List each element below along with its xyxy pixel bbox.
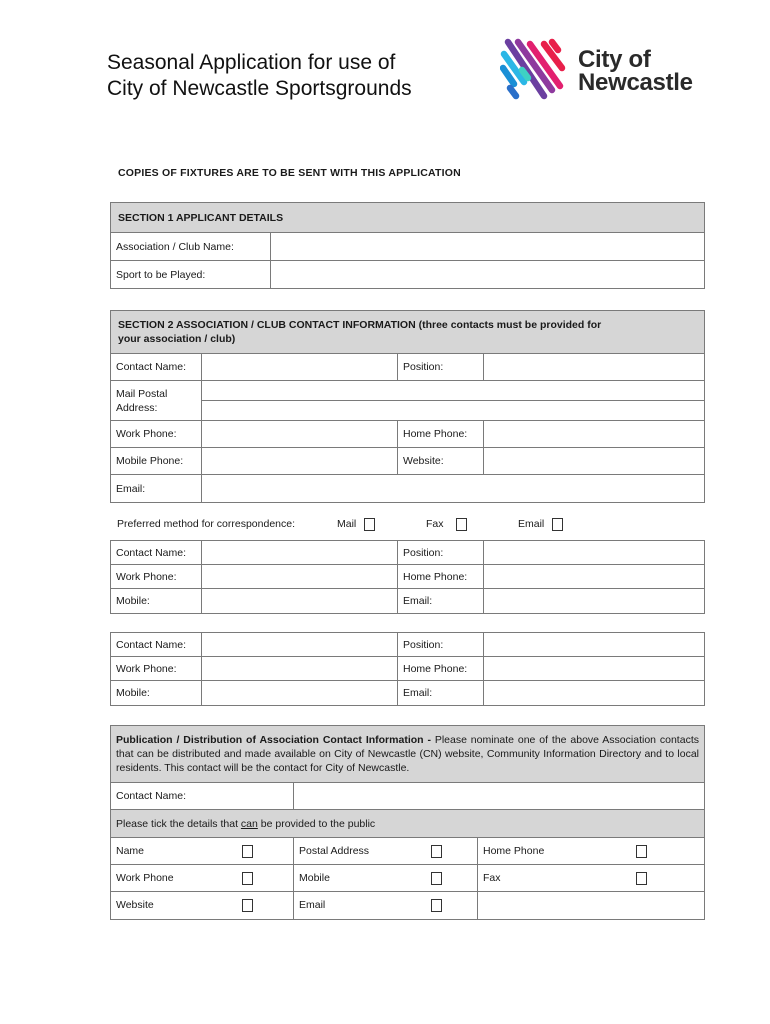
publication-heading-bold: Publication / Distribution of Association Contact Information - — [116, 734, 431, 746]
contact2-home-phone-field[interactable] — [484, 565, 705, 589]
contact1-home-phone-label: Home Phone: — [398, 421, 484, 448]
logo-text-line2: Newcastle — [578, 69, 693, 96]
option-website — [111, 892, 294, 920]
tick-details-instruction — [111, 810, 705, 838]
section2-heading-line2: your association / club) — [118, 333, 236, 345]
form-title — [107, 50, 412, 102]
contact1-mail-label: Mail Postal Address: — [111, 381, 202, 421]
tick-text-can: can — [240, 817, 258, 830]
option-work-phone-checkbox[interactable] — [242, 872, 253, 885]
option-empty-cell — [478, 892, 705, 920]
form-title-line1: Seasonal Application for use of — [107, 51, 396, 74]
contact1-home-phone-field[interactable] — [484, 421, 705, 448]
pref-mail-option — [337, 518, 356, 530]
option-email-checkbox[interactable] — [431, 899, 442, 912]
pref-fax-option — [426, 518, 444, 530]
publication-contact-name-field[interactable] — [294, 783, 705, 810]
option-name — [111, 838, 294, 865]
contact3-table — [110, 632, 705, 706]
contact3-work-phone-label: Work Phone: — [111, 657, 202, 681]
preferred-method-row — [117, 518, 587, 532]
contact1-work-phone-field[interactable] — [202, 421, 398, 448]
section1-heading: SECTION 1 APPLICANT DETAILS — [111, 203, 705, 233]
contact1-name-label: Contact Name: — [111, 354, 202, 381]
option-home-phone-checkbox[interactable] — [636, 845, 647, 858]
contact1-name-field[interactable] — [202, 354, 398, 381]
tick-text-pre: Please tick the details that — [116, 817, 241, 830]
logo-text — [578, 48, 693, 94]
contact3-home-phone-label: Home Phone: — [398, 657, 484, 681]
contact2-work-phone-label: Work Phone: — [111, 565, 202, 589]
contact1-work-phone-label: Work Phone: — [111, 421, 202, 448]
logo-mark-icon — [500, 38, 570, 104]
publication-heading-text: Please nominate one of the above Association contacts that can be distributed and made available on City of Newcastle (CN) website, Community Information Directory and to local residents. This contact will be the contact for City of Newcastle. — [116, 734, 699, 774]
contact2-work-phone-field[interactable] — [202, 565, 398, 589]
option-email — [294, 892, 478, 920]
contact2-home-phone-label: Home Phone: — [398, 565, 484, 589]
contact3-name-label: Contact Name: — [111, 633, 202, 657]
contact1-email-field[interactable] — [202, 475, 705, 503]
contact1-website-label: Website: — [398, 448, 484, 475]
contact3-position-field[interactable] — [484, 633, 705, 657]
contact3-work-phone-field[interactable] — [202, 657, 398, 681]
contact3-position-label: Position: — [398, 633, 484, 657]
pref-mail-label: Mail — [337, 518, 357, 530]
option-name-checkbox[interactable] — [242, 845, 253, 858]
club-name-label: Association / Club Name: — [111, 233, 271, 261]
section2-table — [110, 310, 705, 503]
option-name-label: Name — [116, 844, 145, 857]
contact1-mail-field-line1[interactable] — [202, 381, 705, 401]
contact1-mobile-label: Mobile Phone: — [111, 448, 202, 475]
fixtures-notice: COPIES OF FIXTURES ARE TO BE SENT WITH THIS APPLICATION — [118, 167, 461, 179]
contact2-email-label: Email: — [398, 589, 484, 614]
logo-text-line1: City of — [578, 46, 651, 73]
contact1-website-field[interactable] — [484, 448, 705, 475]
contact3-mobile-label: Mobile: — [111, 681, 202, 706]
publication-heading — [111, 726, 705, 783]
option-home-phone-label: Home Phone — [483, 844, 545, 857]
contact2-position-label: Position: — [398, 541, 484, 565]
city-of-newcastle-logo — [500, 38, 710, 104]
option-mobile-checkbox[interactable] — [431, 872, 442, 885]
section2-heading-line1: SECTION 2 ASSOCIATION / CLUB CONTACT INFORMATION (three contacts must be provided for — [118, 319, 602, 331]
pref-email-label: Email — [518, 518, 545, 530]
contact2-name-field[interactable] — [202, 541, 398, 565]
option-postal-address — [294, 838, 478, 865]
option-website-checkbox[interactable] — [242, 899, 253, 912]
section1-table — [110, 202, 705, 289]
option-postal-address-label: Postal Address — [299, 844, 370, 857]
contact2-mobile-label: Mobile: — [111, 589, 202, 614]
pref-fax-checkbox[interactable] — [456, 518, 467, 531]
contact2-email-field[interactable] — [484, 589, 705, 614]
option-mobile-label: Mobile — [299, 871, 330, 884]
contact2-mobile-field[interactable] — [202, 589, 398, 614]
contact1-mobile-field[interactable] — [202, 448, 398, 475]
tick-text-post: be provided to the public — [257, 817, 376, 830]
option-postal-address-checkbox[interactable] — [431, 845, 442, 858]
option-work-phone — [111, 865, 294, 892]
option-fax-checkbox[interactable] — [636, 872, 647, 885]
contact2-name-label: Contact Name: — [111, 541, 202, 565]
pref-email-checkbox[interactable] — [552, 518, 563, 531]
section2-heading — [111, 311, 705, 354]
sport-field[interactable] — [271, 261, 705, 289]
option-website-label: Website — [116, 899, 154, 911]
option-mobile — [294, 865, 478, 892]
contact3-email-field[interactable] — [484, 681, 705, 706]
option-email-label: Email — [299, 899, 326, 911]
option-fax — [478, 865, 705, 892]
preferred-method-label: Preferred method for correspondence: — [117, 518, 296, 530]
contact3-email-label: Email: — [398, 681, 484, 706]
pref-mail-checkbox[interactable] — [364, 518, 375, 531]
contact3-home-phone-field[interactable] — [484, 657, 705, 681]
contact1-email-label: Email: — [111, 475, 202, 503]
contact1-mail-field-line2[interactable] — [202, 401, 705, 421]
sport-label: Sport to be Played: — [111, 261, 271, 289]
contact1-position-field[interactable] — [484, 354, 705, 381]
contact1-position-label: Position: — [398, 354, 484, 381]
option-fax-label: Fax — [483, 871, 501, 884]
contact2-position-field[interactable] — [484, 541, 705, 565]
pref-email-option — [518, 518, 544, 530]
publication-contact-name-label: Contact Name: — [111, 783, 294, 810]
option-work-phone-label: Work Phone — [116, 871, 174, 884]
form-title-line2: City of Newcastle Sportsgrounds — [107, 77, 412, 100]
option-home-phone — [478, 838, 705, 865]
contact3-mobile-field[interactable] — [202, 681, 398, 706]
contact2-table — [110, 540, 705, 614]
publication-table — [110, 725, 705, 920]
pref-fax-label: Fax — [426, 518, 444, 530]
contact3-name-field[interactable] — [202, 633, 398, 657]
club-name-field[interactable] — [271, 233, 705, 261]
